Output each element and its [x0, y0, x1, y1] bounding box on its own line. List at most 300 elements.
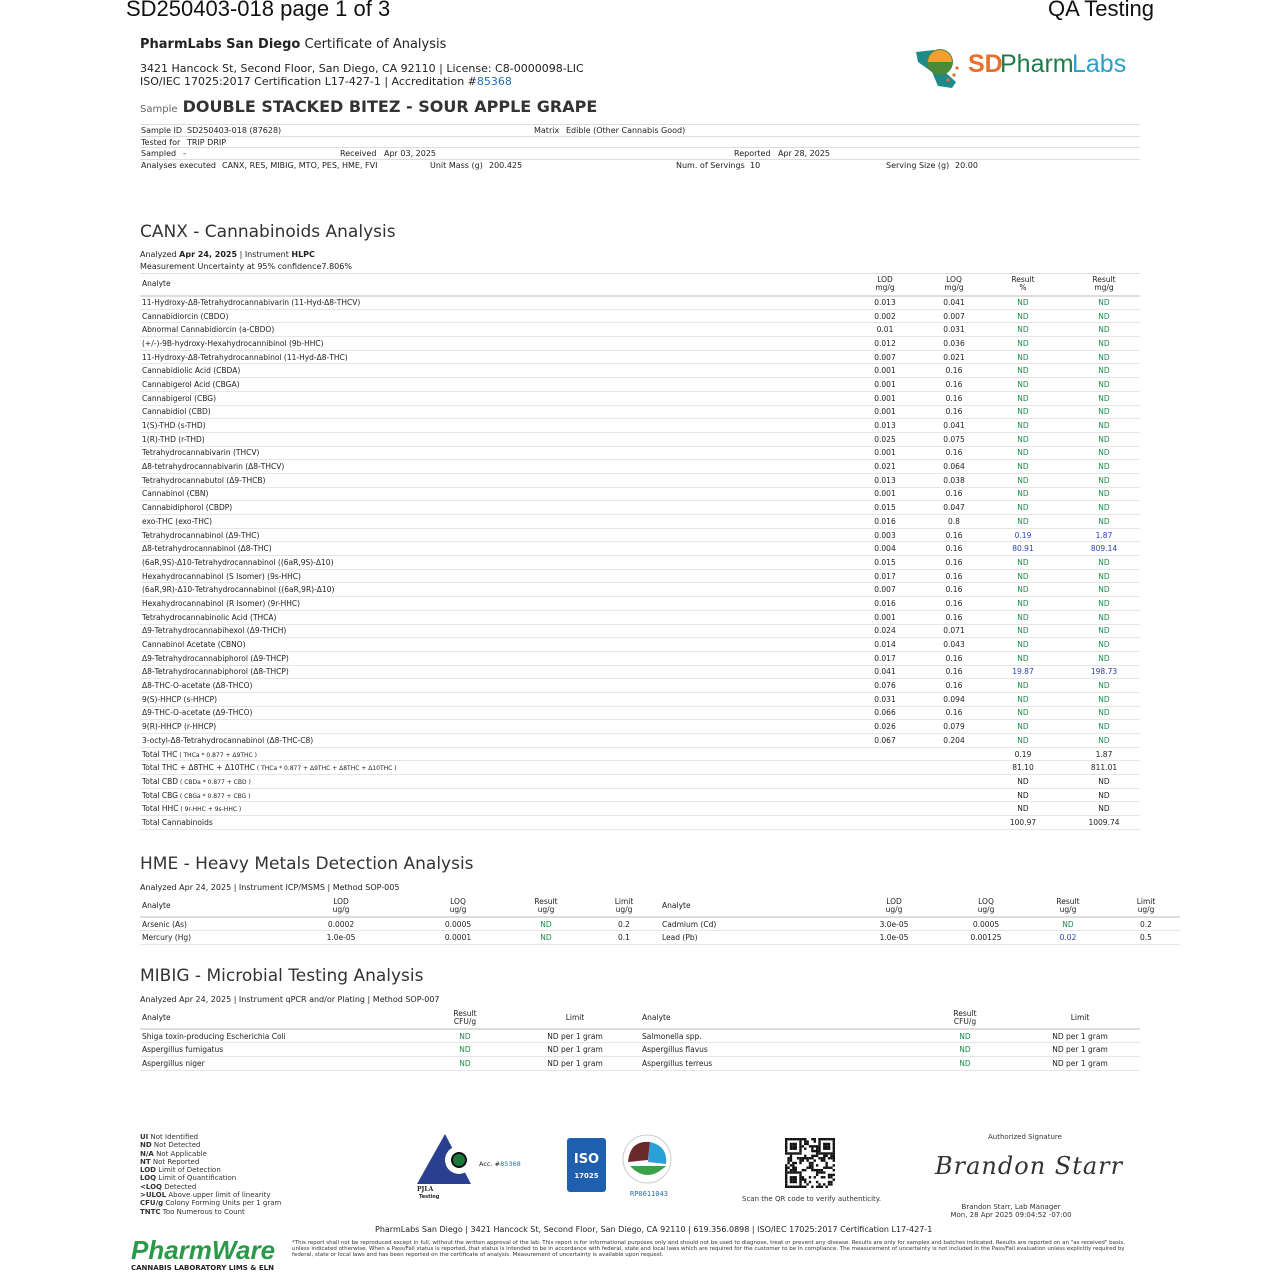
- analyte-name: Tetrahydrocannabinol (Δ9-THC): [140, 528, 840, 542]
- cell-value: ND: [1068, 337, 1140, 351]
- cell-value: 0.041: [930, 419, 978, 433]
- cell-value: ND: [978, 734, 1068, 748]
- table-row: [140, 350, 1140, 364]
- total-label: Total THC + Δ8THC + Δ10THC: [142, 763, 255, 773]
- cell-value: 0.0001: [412, 931, 504, 945]
- cell-value: 0.001: [840, 378, 930, 392]
- table-row: [140, 528, 1140, 542]
- mibig-meta: Analyzed Apr 24, 2025 | Instrument qPCR and/or Plating | Method SOP-007: [140, 995, 440, 1004]
- cell-value: 0.16: [930, 446, 978, 460]
- canx-title: CANX - Cannabinoids Analysis: [140, 222, 396, 242]
- table-row: [140, 665, 1140, 679]
- cell-value: ND: [978, 364, 1068, 378]
- table-row: [140, 569, 1140, 583]
- cell-value: ND: [1068, 446, 1140, 460]
- total-row: [140, 802, 1140, 816]
- analyte-name: Cannabinol (CBN): [140, 487, 840, 501]
- logo-pharm: Pharm: [1000, 50, 1074, 78]
- cell-value: ND per 1 gram: [510, 1043, 640, 1057]
- table-row: [140, 337, 1140, 351]
- cell-value: 0.16: [930, 556, 978, 570]
- cell-value: 0.02: [1024, 931, 1112, 945]
- table-row: [140, 323, 1140, 337]
- cell-value: 198.73: [1068, 665, 1140, 679]
- column-header: Analyte: [640, 1007, 910, 1029]
- hme-meta: Analyzed Apr 24, 2025 | Instrument ICP/MSMS | Method SOP-005: [140, 883, 400, 892]
- analyte-name: Aspergillus flavus: [640, 1043, 910, 1057]
- cell-value: ND: [1068, 692, 1140, 706]
- canx-meta: [140, 250, 315, 259]
- matrix-label: Matrix: [534, 126, 560, 135]
- legend-desc: Too Numerous to Count: [160, 1207, 245, 1216]
- total-percent: 100.97: [978, 816, 1068, 830]
- lab-address-block: [140, 62, 584, 88]
- cell-value: ND: [978, 419, 1068, 433]
- qr-code-icon: [785, 1138, 835, 1188]
- analyte-name: Δ8-Tetrahydrocannabiphorol (Δ8-THCP): [140, 665, 840, 679]
- tested-for: TRIP DRIP: [187, 137, 227, 147]
- total-mg: 811.01: [1068, 761, 1140, 775]
- cell-value: 0.012: [840, 337, 930, 351]
- canx-uncertainty: Measurement Uncertainty at 95% confidence7.806%: [140, 262, 352, 271]
- cell-value: 0.047: [930, 501, 978, 515]
- cell-value: 0.16: [930, 665, 978, 679]
- cell-value: ND: [1068, 651, 1140, 665]
- signature-label: Authorized Signature: [988, 1133, 1062, 1141]
- legend-desc: Not Applicable: [153, 1149, 207, 1158]
- total-percent: ND: [978, 802, 1068, 816]
- cell-value: ND: [978, 432, 1068, 446]
- cell-value: 0.16: [930, 391, 978, 405]
- table-row: [140, 610, 1140, 624]
- analyte-name: 11-Hydroxy-Δ8-Tetrahydrocannabivarin (11-Hyd-Δ8-THCV): [140, 296, 840, 310]
- analyte-name: Cannabidiol (CBD): [140, 405, 840, 419]
- total-name: [140, 747, 840, 761]
- cell-value: 0.001: [840, 610, 930, 624]
- legend-item: [140, 1174, 281, 1182]
- cell-value: 0.00125: [948, 931, 1024, 945]
- lab-header: [140, 37, 446, 52]
- legend-desc: Not Identified: [148, 1133, 199, 1141]
- cell-value: 0.021: [840, 460, 930, 474]
- cell-value: 0.001: [840, 446, 930, 460]
- signature-date: Mon, 28 Apr 2025 09:04:52 -07:00: [950, 1211, 1072, 1219]
- total-name: [140, 775, 840, 789]
- analyte-name: Δ8-tetrahydrocannabivarin (Δ8-THCV): [140, 460, 840, 474]
- table-row: [140, 734, 1140, 748]
- total-mg: 1.87: [1068, 747, 1140, 761]
- cell-value: 0.2: [588, 917, 660, 931]
- cell-value: ND: [978, 556, 1068, 570]
- analyte-name: Δ9-Tetrahydrocannabiphorol (Δ9-THCP): [140, 651, 840, 665]
- column-header: Analyte: [660, 895, 840, 917]
- empty-cell: [840, 775, 930, 789]
- cell-value: ND: [910, 1056, 1020, 1070]
- table-row: [140, 638, 1140, 652]
- table-row: [140, 917, 1180, 931]
- cell-value: 3.0e-05: [840, 917, 948, 931]
- table-header: [140, 1007, 1140, 1029]
- serving-size-label: Serving Size (g): [886, 161, 950, 171]
- analyte-name: exo-THC (exo-THC): [140, 515, 840, 529]
- cell-value: ND: [1068, 296, 1140, 310]
- unit-mass-label: Unit Mass (g): [430, 161, 483, 171]
- cell-value: ND: [1068, 432, 1140, 446]
- cell-value: 0.071: [930, 624, 978, 638]
- column-header: LOD ug/g: [270, 895, 412, 917]
- total-label: Total Cannabinoids: [142, 817, 213, 827]
- table-row: [140, 1043, 1140, 1057]
- table-row: [140, 931, 1180, 945]
- iso-badge: [567, 1138, 606, 1192]
- cell-value: 809.14: [1068, 542, 1140, 556]
- cell-value: ND: [978, 309, 1068, 323]
- canx-table: [140, 273, 1140, 830]
- cell-value: 0.013: [840, 419, 930, 433]
- cell-value: 0.016: [840, 597, 930, 611]
- pjla-logo-icon: [415, 1132, 475, 1188]
- cell-value: ND: [978, 583, 1068, 597]
- table-row: [140, 446, 1140, 460]
- cell-value: ND per 1 gram: [1020, 1029, 1140, 1043]
- cell-value: ND: [978, 597, 1068, 611]
- total-mg: ND: [1068, 802, 1140, 816]
- cell-value: ND: [978, 460, 1068, 474]
- legend-desc: Detected: [161, 1182, 197, 1191]
- legend-abbr: LOQ: [140, 1174, 157, 1183]
- column-header: LOD mg/g: [840, 274, 930, 296]
- cell-value: 1.0e-05: [840, 931, 948, 945]
- legend-abbr: UI: [140, 1133, 149, 1141]
- empty-cell: [930, 761, 978, 775]
- analyte-name: Mercury (Hg): [140, 931, 270, 945]
- total-name: [140, 802, 840, 816]
- empty-cell: [930, 816, 978, 830]
- cell-value: ND: [1068, 473, 1140, 487]
- column-header: Limit ug/g: [588, 895, 660, 917]
- cell-value: ND: [978, 487, 1068, 501]
- cell-value: ND: [1068, 569, 1140, 583]
- total-row: [140, 775, 1140, 789]
- cell-value: 0.013: [840, 296, 930, 310]
- legend-item: [140, 1158, 281, 1166]
- analyte-name: Abnormal Cannabidiorcin (a-CBDO): [140, 323, 840, 337]
- total-percent: 0.19: [978, 747, 1068, 761]
- column-header: LOQ mg/g: [930, 274, 978, 296]
- servings: 10: [750, 161, 761, 171]
- analyte-name: Tetrahydrocannabivarin (THCV): [140, 446, 840, 460]
- total-label: Total THC: [142, 749, 178, 759]
- cell-value: 0.007: [930, 309, 978, 323]
- cell-value: 0.001: [840, 405, 930, 419]
- footer-address: PharmLabs San Diego | 3421 Hancock St, Second Floor, San Diego, CA 92110 | 619.356.0898 | ISO/IEC 17025:2017 Certification L17-427-1: [375, 1225, 933, 1234]
- table-row: [140, 419, 1140, 433]
- analyte-name: Lead (Pb): [660, 931, 840, 945]
- cell-value: ND: [1068, 460, 1140, 474]
- sample-label: Sample: [140, 104, 178, 115]
- total-percent: ND: [978, 788, 1068, 802]
- analyte-name: 1(S)-THD (s-THD): [140, 419, 840, 433]
- cell-value: 0.16: [930, 569, 978, 583]
- cell-value: 0.003: [840, 528, 930, 542]
- pjla-sub: Testing: [419, 1194, 440, 1200]
- received-label: Received: [340, 149, 377, 159]
- cell-value: ND: [978, 405, 1068, 419]
- total-name: [140, 788, 840, 802]
- column-header: Result ug/g: [1024, 895, 1112, 917]
- table-row: [140, 473, 1140, 487]
- legend-desc: Not Detected: [151, 1141, 201, 1150]
- cell-value: ND per 1 gram: [510, 1029, 640, 1043]
- table-row: [140, 378, 1140, 392]
- legend-abbr: >ULOL: [140, 1191, 167, 1200]
- dea-seal-icon: [620, 1132, 674, 1186]
- table-row: [140, 679, 1140, 693]
- cell-value: 0.064: [930, 460, 978, 474]
- analyte-name: Hexahydrocannabinol (S Isomer) (9s-HHC): [140, 569, 840, 583]
- column-header: Analyte: [140, 895, 270, 917]
- cell-value: 0.043: [930, 638, 978, 652]
- cell-value: ND: [978, 378, 1068, 392]
- cell-value: ND: [978, 446, 1068, 460]
- acc-label: Acc. #: [479, 1160, 501, 1168]
- servings-label: Num. of Servings: [676, 161, 745, 171]
- cell-value: 0.16: [930, 405, 978, 419]
- cell-value: 0.036: [930, 337, 978, 351]
- empty-cell: [840, 802, 930, 816]
- cell-value: 0.007: [840, 583, 930, 597]
- cell-value: 0.16: [930, 528, 978, 542]
- cell-value: 0.19: [978, 528, 1068, 542]
- total-formula: ( CBDa * 0.877 + CBD ): [178, 778, 251, 786]
- analyte-name: Aspergillus terreus: [640, 1056, 910, 1070]
- analyte-name: Cannabidiphorol (CBDP): [140, 501, 840, 515]
- cell-value: ND: [978, 323, 1068, 337]
- cell-value: 0.2: [1112, 917, 1180, 931]
- column-header: LOQ ug/g: [412, 895, 504, 917]
- cell-value: ND: [910, 1029, 1020, 1043]
- cell-value: ND: [1068, 556, 1140, 570]
- cell-value: ND: [1068, 364, 1140, 378]
- cell-value: ND: [978, 569, 1068, 583]
- table-row: [140, 487, 1140, 501]
- cell-value: ND: [1068, 309, 1140, 323]
- total-row: [140, 761, 1140, 775]
- analyte-name: Aspergillus fumigatus: [140, 1043, 420, 1057]
- total-formula: ( CBGa * 0.877 + CBG ): [177, 792, 251, 800]
- cell-value: 0.021: [930, 350, 978, 364]
- cell-value: 0.079: [930, 720, 978, 734]
- cell-value: ND: [978, 501, 1068, 515]
- analyte-name: Cadmium (Cd): [660, 917, 840, 931]
- cell-value: 0.001: [840, 391, 930, 405]
- cell-value: ND: [1068, 583, 1140, 597]
- cell-value: ND per 1 gram: [510, 1056, 640, 1070]
- legend-abbr: N/A: [140, 1149, 154, 1158]
- table-row: [140, 692, 1140, 706]
- legend-abbr: <LOQ: [140, 1182, 162, 1191]
- qa-testing-header: QA Testing: [1048, 0, 1154, 21]
- cell-value: 0.16: [930, 378, 978, 392]
- cell-value: ND: [978, 610, 1068, 624]
- legend-desc: Colony Forming Units per 1 gram: [163, 1199, 282, 1208]
- cell-value: 0.031: [930, 323, 978, 337]
- cell-value: 0.017: [840, 569, 930, 583]
- cell-value: 0.001: [840, 364, 930, 378]
- cell-value: ND: [978, 624, 1068, 638]
- column-header: Limit ug/g: [1112, 895, 1180, 917]
- cell-value: 0.1: [588, 931, 660, 945]
- cell-value: ND: [978, 296, 1068, 310]
- analyses: CANX, RES, MIBIG, MTO, PES, HME, FVI: [222, 161, 378, 171]
- cell-value: ND: [978, 692, 1068, 706]
- cell-value: ND: [978, 720, 1068, 734]
- cell-value: 0.017: [840, 651, 930, 665]
- legend-abbr: NT: [140, 1157, 151, 1166]
- cell-value: 0.16: [930, 706, 978, 720]
- cell-value: ND: [1068, 679, 1140, 693]
- analyte-name: Tetrahydrocannabinolic Acid (THCA): [140, 610, 840, 624]
- iso-text: ISO: [573, 1152, 600, 1167]
- table-row: [140, 720, 1140, 734]
- column-header: Result CFU/g: [420, 1007, 510, 1029]
- total-name: [140, 761, 840, 775]
- analyte-name: 3-octyl-Δ8-Tetrahydrocannabinol (Δ8-THC-C8): [140, 734, 840, 748]
- instrument-label: | Instrument: [239, 250, 289, 259]
- cell-value: ND: [1068, 638, 1140, 652]
- cell-value: ND: [1068, 624, 1140, 638]
- received: Apr 03, 2025: [384, 149, 437, 159]
- cell-value: 0.0005: [948, 917, 1024, 931]
- abbreviation-legend: [140, 1133, 281, 1216]
- table-row: [140, 597, 1140, 611]
- cell-value: 0.041: [930, 296, 978, 310]
- legend-item: [140, 1199, 281, 1207]
- analyte-name: (6aR,9S)-Δ10-Tetrahydrocannabinol ((6aR,9S)-Δ10): [140, 556, 840, 570]
- cell-value: ND: [978, 473, 1068, 487]
- mibig-title: MIBIG - Microbial Testing Analysis: [140, 966, 424, 986]
- legend-item: [140, 1133, 281, 1141]
- empty-cell: [840, 761, 930, 775]
- table-row: [140, 1056, 1140, 1070]
- table-row: [140, 706, 1140, 720]
- table-row: [140, 1029, 1140, 1043]
- cell-value: ND: [1068, 501, 1140, 515]
- iso-number: 17025: [574, 1172, 599, 1180]
- cell-value: 0.014: [840, 638, 930, 652]
- table-row: [140, 296, 1140, 310]
- cell-value: ND per 1 gram: [1020, 1056, 1140, 1070]
- legend-item: [140, 1166, 281, 1174]
- logo-labs: Labs: [1072, 50, 1127, 78]
- analyte-name: Salmonella spp.: [640, 1029, 910, 1043]
- cell-value: 0.007: [840, 350, 930, 364]
- cell-value: ND: [978, 391, 1068, 405]
- page-number-header: SD250403-018 page 1 of 3: [126, 0, 391, 21]
- table-row: [140, 556, 1140, 570]
- doc-type: Certificate of Analysis: [304, 37, 447, 52]
- cell-value: ND: [1068, 515, 1140, 529]
- table-row: [140, 460, 1140, 474]
- hme-title: HME - Heavy Metals Detection Analysis: [140, 854, 474, 874]
- reported-label: Reported: [734, 149, 771, 159]
- analyzed-label: Analyzed: [140, 250, 177, 259]
- cell-value: 0.024: [840, 624, 930, 638]
- analyte-name: (+/-)-9B-hydroxy-Hexahydrocannibinol (9b-HHC): [140, 337, 840, 351]
- cell-value: ND: [1068, 487, 1140, 501]
- column-header: LOQ ug/g: [948, 895, 1024, 917]
- qr-code[interactable]: [785, 1138, 835, 1192]
- qr-caption: Scan the QR code to verify authenticity.: [742, 1195, 882, 1203]
- column-header: Result mg/g: [1068, 274, 1140, 296]
- analyte-name: Δ9-THC-O-acetate (Δ9-THCO): [140, 706, 840, 720]
- cell-value: ND: [1068, 419, 1140, 433]
- cell-value: 0.01: [840, 323, 930, 337]
- cell-value: ND: [978, 679, 1068, 693]
- legend-desc: Limit of Detection: [155, 1166, 221, 1175]
- analyte-name: Δ8-THC-O-acetate (Δ8-THCO): [140, 679, 840, 693]
- analyte-name: (6aR,9R)-Δ10-Tetrahydrocannabinol ((6aR,9R)-Δ10): [140, 583, 840, 597]
- analyte-name: Tetrahydrocannabutol (Δ9-THCB): [140, 473, 840, 487]
- cell-value: ND: [1068, 610, 1140, 624]
- analyte-name: Δ8-tetrahydrocannabinol (Δ8-THC): [140, 542, 840, 556]
- analyte-name: Cannabidiorcin (CBDO): [140, 309, 840, 323]
- table-row: [140, 309, 1140, 323]
- cell-value: ND: [1068, 706, 1140, 720]
- cell-value: ND: [978, 706, 1068, 720]
- total-formula: ( THCa * 0.877 + Δ9THC + Δ8THC + Δ10THC ): [254, 765, 397, 773]
- accreditation-link[interactable]: 85368: [476, 75, 512, 88]
- tested-for-label: Tested for: [141, 137, 181, 147]
- cell-value: 0.067: [840, 734, 930, 748]
- reported: Apr 28, 2025: [778, 149, 831, 159]
- cell-value: 0.075: [930, 432, 978, 446]
- cell-value: ND: [978, 638, 1068, 652]
- empty-cell: [930, 747, 978, 761]
- sample-info: [140, 124, 1140, 172]
- analyte-name: Hexahydrocannabinol (R Isomer) (9r-HHC): [140, 597, 840, 611]
- california-logo-icon: [912, 38, 968, 90]
- column-header: Limit: [1020, 1007, 1140, 1029]
- analyte-name: 9(S)-HHCP (s-HHCP): [140, 692, 840, 706]
- cell-value: 0.16: [930, 610, 978, 624]
- pharmware-sub: CANNABIS LABORATORY LIMS & ELN: [131, 1264, 274, 1272]
- cell-value: 0.0005: [412, 917, 504, 931]
- empty-cell: [930, 802, 978, 816]
- cell-value: 1.87: [1068, 528, 1140, 542]
- cell-value: 0.026: [840, 720, 930, 734]
- legend-abbr: ND: [140, 1141, 152, 1150]
- hme-table: [140, 895, 1180, 945]
- cell-value: ND: [420, 1043, 510, 1057]
- total-formula: ( 9r-HHC + 9s-HHC ): [178, 806, 242, 814]
- cell-value: 0.031: [840, 692, 930, 706]
- table-row: [140, 624, 1140, 638]
- column-header: Limit: [510, 1007, 640, 1029]
- lab-name: PharmLabs San Diego: [140, 37, 301, 52]
- signer-name: Brandon Starr, Lab Manager: [961, 1203, 1061, 1211]
- legend-item: [140, 1141, 281, 1149]
- sample-id: SD250403-018 (87628): [187, 126, 282, 135]
- cell-value: 0.0002: [270, 917, 412, 931]
- cell-value: 0.004: [840, 542, 930, 556]
- analyte-name: Cannabinol Acetate (CBNO): [140, 638, 840, 652]
- cell-value: 0.16: [930, 651, 978, 665]
- cell-value: 0.16: [930, 679, 978, 693]
- analyte-name: 9(R)-HHCP (r-HHCP): [140, 720, 840, 734]
- analyte-name: Cannabidiolic Acid (CBDA): [140, 364, 840, 378]
- cell-value: 0.16: [930, 487, 978, 501]
